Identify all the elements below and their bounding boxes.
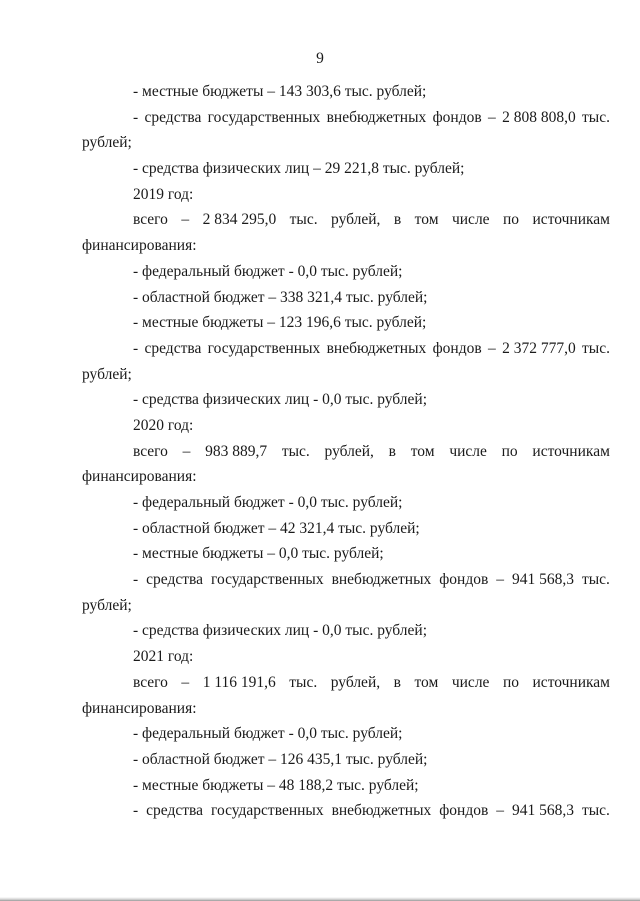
word: тыс.: [581, 571, 610, 589]
word: по: [503, 211, 520, 229]
document-body: [82, 79, 610, 824]
word: –: [496, 571, 505, 589]
indented-text-line: - средства физических лиц – 29 221,8 тыс. рублей;: [133, 160, 465, 178]
word: -: [133, 339, 139, 357]
indented-text-line: - местные бюджеты – 123 196,6 тыс. рублей;: [133, 314, 427, 332]
word: том: [414, 673, 439, 691]
scan-bottom-edge: [0, 897, 640, 901]
continuation-text-line: рублей;: [82, 596, 132, 614]
word: государственных: [210, 802, 324, 820]
word: в: [388, 442, 396, 460]
word: всего: [133, 442, 168, 460]
word: числе: [449, 442, 487, 460]
word: тыс.: [281, 442, 310, 460]
justified-text-line: [82, 567, 610, 593]
word: числе: [451, 673, 490, 691]
word: рублей,: [330, 673, 381, 691]
word: государственных: [210, 571, 324, 589]
word: источникам: [532, 442, 610, 460]
indented-text-line: - федеральный бюджет - 0,0 тыс. рублей;: [133, 494, 403, 511]
word: –: [182, 442, 191, 460]
justified-text-line: [82, 439, 610, 465]
word: –: [181, 673, 190, 691]
word: государственных: [207, 339, 321, 357]
word: том: [414, 211, 439, 229]
indented-text-line: 2019 год:: [133, 185, 194, 203]
word: государственных: [207, 108, 321, 126]
word: тыс.: [581, 802, 610, 820]
indented-text-line: - областной бюджет – 126 435,1 тыс. рублей;: [133, 750, 428, 768]
word: -: [133, 571, 139, 589]
word: рублей,: [331, 211, 381, 229]
word: 941 568,3: [512, 571, 574, 589]
word: всего: [133, 673, 168, 691]
word: -: [133, 108, 139, 126]
word: –: [487, 108, 496, 126]
word: 941 568,3: [512, 802, 574, 820]
word: -: [133, 802, 139, 820]
word: 983 889,7: [205, 442, 268, 460]
indented-text-line: - местные бюджеты – 48 188,2 тыс. рублей;: [133, 776, 419, 794]
justified-text-line: [82, 798, 610, 824]
word: по: [501, 442, 518, 460]
continuation-text-line: финансирования:: [82, 699, 197, 717]
word: тыс.: [289, 673, 318, 691]
word: фондов: [432, 339, 482, 357]
indented-text-line: - местные бюджеты – 0,0 тыс. рублей;: [133, 545, 384, 563]
indented-text-line: 2020 год:: [133, 416, 194, 434]
word: рублей,: [324, 442, 374, 460]
word: средства: [144, 339, 202, 357]
word: тыс.: [582, 108, 610, 126]
word: внебюджетных: [331, 571, 432, 589]
continuation-text-line: финансирования:: [82, 237, 197, 255]
word: 2 372 777,0: [502, 339, 576, 357]
word: 2 834 295,0: [202, 211, 277, 229]
word: фондов: [432, 108, 482, 126]
indented-text-line: - средства физических лиц - 0,0 тыс. рублей;: [133, 391, 428, 409]
word: фондов: [439, 571, 489, 589]
word: средства: [144, 108, 202, 126]
word: внебюджетных: [326, 339, 427, 357]
indented-text-line: 2021 год:: [133, 648, 194, 666]
justified-text-line: [82, 670, 610, 696]
word: средства: [146, 571, 203, 589]
indented-text-line: - федеральный бюджет - 0,0 тыс. рублей;: [133, 725, 403, 743]
indented-text-line: - федеральный бюджет - 0,0 тыс. рублей;: [133, 262, 403, 280]
word: средства: [146, 802, 203, 820]
justified-text-line: [82, 336, 610, 362]
indented-text-line: - областной бюджет – 42 321,4 тыс. рублей;: [133, 519, 420, 537]
continuation-text-line: рублей;: [82, 365, 132, 383]
word: тыс.: [582, 339, 610, 357]
word: тыс.: [289, 211, 318, 229]
word: в: [393, 211, 402, 229]
word: числе: [451, 211, 490, 229]
page-number: 9: [316, 50, 324, 67]
word: 1 116 191,6: [202, 673, 276, 691]
word: 2 808 808,0: [502, 108, 576, 126]
word: –: [181, 211, 190, 229]
word: в: [393, 673, 401, 691]
word: внебюджетных: [326, 108, 427, 126]
indented-text-line: - местные бюджеты – 143 303,6 тыс. рублей;: [133, 83, 427, 100]
word: по: [502, 673, 519, 691]
word: всего: [133, 211, 168, 229]
word: источникам: [532, 673, 610, 691]
word: –: [496, 802, 505, 820]
word: внебюджетных: [331, 802, 432, 820]
indented-text-line: - областной бюджет – 338 321,4 тыс. рублей;: [133, 288, 428, 306]
continuation-text-line: финансирования:: [82, 468, 197, 486]
word: фондов: [439, 802, 489, 820]
continuation-text-line: рублей;: [82, 134, 132, 152]
word: –: [487, 339, 496, 357]
word: том: [410, 442, 435, 460]
word: источникам: [532, 211, 610, 229]
justified-text-line: [82, 207, 610, 233]
justified-text-line: [82, 105, 610, 131]
indented-text-line: - средства физических лиц - 0,0 тыс. рублей;: [133, 622, 428, 640]
